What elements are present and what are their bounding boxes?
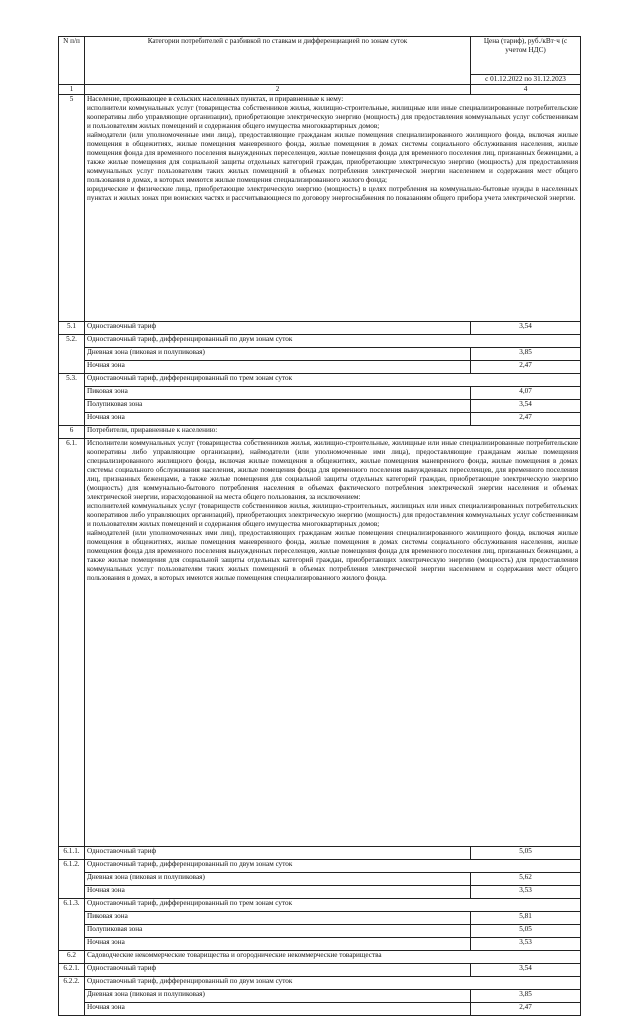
row-5-3-night: [59, 413, 581, 426]
row-label: Одноставочный тариф, дифференцированный по трем зонам суток: [85, 899, 581, 912]
row-price: 3,85: [471, 990, 581, 1003]
header-num: N п/п: [59, 37, 85, 85]
row-label: Садоводческие некоммерческие товарищества и огороднические некоммерческие товарищества: [85, 951, 581, 964]
row-label: Одноставочный тариф, дифференцированный по двум зонам суток: [85, 977, 581, 990]
row-6-2-1: [59, 964, 581, 977]
row-price: 5,81: [471, 912, 581, 925]
row-label: Одноставочный тариф: [85, 847, 471, 860]
row-5-3-semipeak: [59, 400, 581, 413]
row-price: 3,54: [471, 322, 581, 335]
row-6-1-3-semipeak: [59, 925, 581, 938]
row-price: 5,05: [471, 925, 581, 938]
row-price: 3,53: [471, 938, 581, 951]
header-category: Категории потребителей с разбивкой по ставкам и дифференциацией по зонам суток: [85, 37, 471, 85]
row-price: 5,05: [471, 847, 581, 860]
row-6-1-2-night: [59, 886, 581, 899]
row-6-1-3-peak: [59, 912, 581, 925]
row-number: 5: [59, 95, 85, 322]
row-number: 6.2.2.: [59, 977, 85, 1016]
header-price: Цена (тариф), руб./кВт·ч (с учетом НДС): [471, 37, 581, 75]
section-6-1-row: [59, 439, 581, 847]
row-label: Одноставочный тариф, дифференцированный по двум зонам суток: [85, 335, 581, 348]
row-5-2: [59, 335, 581, 348]
row-number: 5.2.: [59, 335, 85, 374]
row-6-1-3: [59, 899, 581, 912]
row-price: 3,54: [471, 964, 581, 977]
row-label: Ночная зона: [85, 361, 471, 374]
row-number: 5.3.: [59, 374, 85, 426]
row-number: 6.1.: [59, 439, 85, 847]
row-price: 3,85: [471, 348, 581, 361]
row-5-3: [59, 374, 581, 387]
row-number: 6.2.1.: [59, 964, 85, 977]
row-number: 6.2: [59, 951, 85, 964]
row-6-2-2-night: [59, 1003, 581, 1016]
row-6: [59, 426, 581, 439]
index-row: [59, 85, 581, 95]
row-label: Ночная зона: [85, 938, 471, 951]
row-label: Потребители, приравненные к населению:: [85, 426, 581, 439]
row-label: Ночная зона: [85, 1003, 471, 1016]
row-price: 3,53: [471, 886, 581, 899]
row-price: 4,07: [471, 387, 581, 400]
row-5-3-peak: [59, 387, 581, 400]
row-6-2-2-day: [59, 990, 581, 1003]
row-number: 6.1.3.: [59, 899, 85, 951]
row-6-1-1: [59, 847, 581, 860]
row-label: Одноставочный тариф: [85, 964, 471, 977]
row-price: 5,62: [471, 873, 581, 886]
header-period: с 01.12.2022 по 31.12.2023: [471, 75, 581, 85]
section-5-text: Население, проживающее в сельских населенных пунктах, и приравненные к нему: исполнители коммунальных услуг (товарищества собственников жилья, жилищно-строительные, жилищные или иные специализированные потребительские кооперативы либо управляющие организации), приобретающие электрическую энергию (мощность) для предоставления коммунальных услуг собственникам и пользователям жилых помещений и содержания общего имущества многоквартирных домов; наймодатели (или уполномоченные ими лица), предоставляющие гражданам жилые помещения специализированного жилищного фонда, включая жилые помещения в общежитиях, жилые помещения маневренного фонда, жилые помещения в домах системы социального обслуживания населения, жилые помещения фонда для временного поселения вынужденных переселенцев, жилые помещения фонда для временного поселения лиц, признанных беженцами, а также жилые помещения для социальной защиты отдельных категорий граждан, приобретающие электрическую энергию (мощность) для предоставления коммунальных услуг пользователям таких жилых помещений в объемах потребления электрической энергии населением и содержания мест общего пользования в домах, в которых имеются жилые помещения специализированного жилого фонда; юридические и физические лица, приобретающие электрическую энергию (мощность) в целях потребления на коммунально-бытовые нужды в населенных пунктах и жилых зонах при воинских частях и рассчитывающиеся по договору энергоснабжения по показаниям общего прибора учета электрической энергии.: [85, 95, 581, 322]
row-price: 2,47: [471, 1003, 581, 1016]
row-price: 3,54: [471, 400, 581, 413]
section-6-1-text: Исполнители коммунальных услуг (товарищества собственников жилья, жилищно-строительные, жилищные или иные специализированные потребительские кооперативы либо управляющие организации), наймодатели (или уполномоченные ими лица), предоставляющие гражданам жилые помещения специализированного жилищного фонда, включая жилые помещения в общежитиях, жилые помещения маневренного фонда, жилые помещения в домах системы социального обслуживания населения, жилые помещения фонда для временного поселения вынужденных переселенцев, для временного поселения лиц, признанных беженцами, а также жилые помещения для социальной защиты отдельных категорий граждан, приобретающие электрическую энергию (мощность) для коммунально-бытового потребления населения в объемах фактического потребления электрической энергии населения и объемах электрической энергии, израсходованной на места общего пользования, за исключением: исполнителей коммунальных услуг (товариществ собственников жилья, жилищно-строительных, жилищных или иных специализированных потребительских кооперативов либо управляющих организаций), приобретающих электрическую энергию (мощность) для предоставления коммунальных услуг собственникам и пользователям жилых помещений и содержания общего имущества многоквартирных домов; наймодателей (или уполномоченных ими лиц), предоставляющих гражданам жилые помещения специализированного жилищного фонда, включая жилые помещения в общежитиях, жилые помещения маневренного фонда, жилые помещения в домах системы социального обслуживания населения, жилые помещения фонда для временного поселения вынужденных переселенцев, жилые помещения фонда для временного поселения лиц, признанных беженцами, а также жилые помещения для социальной защиты отдельных категорий граждан, приобретающих электрическую энергию (мощность) для предоставления коммунальных услуг пользователям таких жилых помещений в объемах потребления электрической энергии населением и содержания мест общего пользования в домах, в которых имеются жилые помещения специализированного жилого фонда.: [85, 439, 581, 847]
header-row: [59, 37, 581, 75]
row-6-2: [59, 951, 581, 964]
row-6-1-3-night: [59, 938, 581, 951]
row-label: Одноставочный тариф, дифференцированный по двум зонам суток: [85, 860, 581, 873]
row-label: Полупиковая зона: [85, 400, 471, 413]
row-label: Ночная зона: [85, 886, 471, 899]
row-label: Дневная зона (пиковая и полупиковая): [85, 873, 471, 886]
tariff-table: [58, 36, 581, 1016]
row-6-1-2-day: [59, 873, 581, 886]
row-5-2-day: [59, 348, 581, 361]
row-price: 2,47: [471, 361, 581, 374]
row-number: 6.1.1.: [59, 847, 85, 860]
row-number: 5.1: [59, 322, 85, 335]
section-5-row: [59, 95, 581, 322]
row-label: Полупиковая зона: [85, 925, 471, 938]
row-label: Дневная зона (пиковая и полупиковая): [85, 990, 471, 1003]
index-1: 1: [59, 85, 85, 95]
row-label: Ночная зона: [85, 413, 471, 426]
row-label: Одноставочный тариф, дифференцированный по трем зонам суток: [85, 374, 581, 387]
row-number: 6: [59, 426, 85, 439]
row-number: 6.1.2.: [59, 860, 85, 899]
row-5-1: [59, 322, 581, 335]
row-6-1-2: [59, 860, 581, 873]
row-label: Пиковая зона: [85, 912, 471, 925]
index-4: 4: [471, 85, 581, 95]
row-label: Пиковая зона: [85, 387, 471, 400]
row-5-2-night: [59, 361, 581, 374]
row-label: Дневная зона (пиковая и полупиковая): [85, 348, 471, 361]
row-6-2-2: [59, 977, 581, 990]
index-2: 2: [85, 85, 471, 95]
row-label: Одноставочный тариф: [85, 322, 471, 335]
row-price: 2,47: [471, 413, 581, 426]
